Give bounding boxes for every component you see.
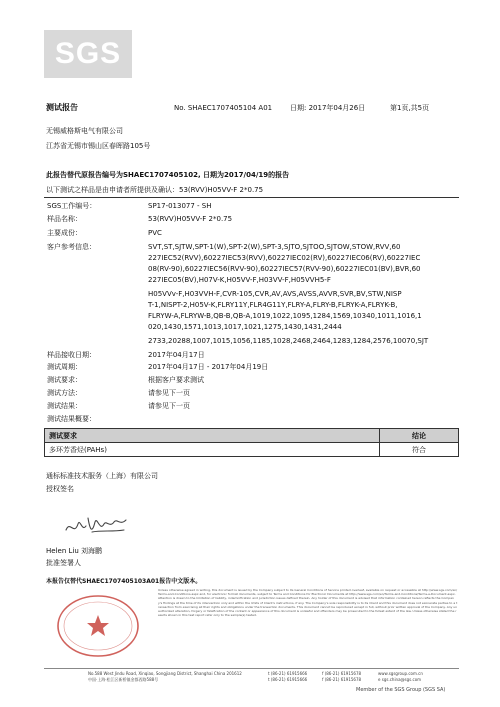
- authorized-signature-label: 授权签名: [46, 485, 74, 493]
- field-label-test-period: 测试周期：: [47, 363, 82, 371]
- footer-fax-en: f (86-21) 61915678: [322, 671, 362, 676]
- summary-table: [44, 428, 459, 457]
- footer-fax-cn: f (86-21) 61915678: [322, 677, 362, 682]
- summary-col-request: 测试要求: [45, 429, 380, 443]
- sgs-logo: [44, 30, 132, 78]
- field-value-test-period: 2017年04月17日 - 2017年04月19日: [148, 363, 269, 371]
- field-value-client-ref-line: 227IEC52(RVV),60227IEC53(RVV),60227IEC02(RV),60227IEC06(RV),60227IEC: [148, 254, 421, 262]
- divider-top: [44, 197, 459, 198]
- summary-col-conclusion: 结论: [380, 429, 459, 443]
- field-label-test-requested: 测试要求：: [47, 376, 82, 384]
- field-value-client-ref-line: H05VVv-F,H03VVH-F,CVR-105,CVR,AV,AVS,AVSS,AVVR,SVR,BV,STW,NISP: [148, 290, 402, 298]
- field-value-job-no: SP17-013077 - SH: [148, 202, 212, 210]
- field-value-client-ref-line: 08(RV-90),60227IEC56(RVV-90),60227IEC57(RVV-90),60227IEC01(BV),BVR,60: [148, 265, 421, 273]
- field-label-material: 主要成份：: [47, 229, 82, 237]
- signer-name: Helen Liu 刘海鹏: [46, 547, 102, 555]
- report-title: 测试报告: [46, 103, 78, 112]
- field-value-client-ref-line: 227IEC05(BV),H07V-K,H05VV-F,H03VV-F,H05VVH5-F: [148, 276, 331, 284]
- summary-table-header: [45, 429, 459, 443]
- field-label-test-results: 测试结果：: [47, 402, 82, 410]
- field-value-client-ref-line: SVT,ST,SJTW,SPT-1(W),SPT-2(W),SPT-3,SJTO,SJTOO,SJTOW,STOW,RVV,60: [148, 243, 401, 251]
- company-seal-icon: [50, 591, 146, 661]
- field-value-received-date: 2017年04月17日: [148, 351, 205, 359]
- footer-web-en: www.sgsgroup.com.cn: [378, 671, 423, 676]
- field-value-test-method: 请参见下一页: [148, 389, 190, 397]
- field-value-client-ref-line: FLRYW-A,FLRYW-B,QB-B,QB-A,1019,1022,1095,1284,1569,10340,1011,1016,1: [148, 312, 422, 320]
- footer-address-en: No.588 West Jindu Road, Xinqiao, Songjiang District, Shanghai China 201612: [88, 671, 242, 676]
- field-value-material: PVC: [148, 229, 162, 237]
- field-value-client-ref-line: 020,1430,1571,1013,1017,1021,1275,1430,1431,2444: [148, 323, 342, 331]
- table-row: [45, 443, 459, 457]
- bottom-note: 本报告仅替代SHAEC1707405103A01报告中文版本。: [46, 578, 202, 585]
- sample-intro: 以下测试之样品是由申请者所提供及确认：53(RVV)H05VV-F 2*0.75: [46, 186, 264, 194]
- report-number: No. SHAEC1707405104 A01: [174, 104, 273, 112]
- field-label-sample-name: 样品名称：: [47, 215, 82, 223]
- field-label-received-date: 样品接收日期：: [47, 351, 96, 359]
- client-address: 江苏省无锡市锡山区春晖路105号: [46, 142, 151, 150]
- client-name: 无锡威格斯电气有限公司: [46, 127, 123, 135]
- field-value-sample-name: 53(RVV)H05VV-F 2*0.75: [148, 215, 233, 223]
- company-name: 通标标准技术服务（上海）有限公司: [46, 472, 158, 480]
- divider-footer: [44, 668, 459, 669]
- report-date: 日期: 2017年04月26日: [290, 104, 366, 112]
- summary-cell-request: 多环芳香烃(PAHs): [45, 443, 380, 457]
- footer-tel-en: t (86-21) 61915666: [268, 671, 308, 676]
- field-label-client-ref: 客户参考信息：: [47, 243, 96, 251]
- summary-cell-conclusion: 符合: [380, 443, 459, 457]
- signer-title: 批准签署人: [46, 559, 81, 567]
- replacement-notice: 此报告替代原报告编号为SHAEC1707405102, 日期为2017/04/19的报告: [46, 171, 290, 179]
- handwritten-signature: [62, 510, 132, 540]
- field-label-test-method: 测试方法：: [47, 389, 82, 397]
- field-value-client-ref-line: T-1,NISPT-2,H05V-K,FLRY11Y,FLR4G11Y,FLRY-A,FLRY-B,FLRYK-A,FLRYK-B,: [148, 301, 398, 309]
- footer-web-cn: e sgs.china@sgs.com: [378, 677, 422, 682]
- terms-fine-print: Unless otherwise agreed in writing, this document is issued by the Company subject to its General Conditions of Service printed overleaf, available on request or accessible at http://www.sgs.com/en/Terms-and-Conditions.aspx and, for electronic format documents, subject to Terms and Conditions for Electronic Documents at http://www.sgs.com/en/Terms-and-Conditions/Terms-e-Document.aspx. Attention is drawn to the limitation of liability, indemnification and jurisdiction issues defined therein. Any holder of this document is advised that information contained hereon reflects the Company's findings at the time of its intervention only and within the limits of Client's instructions, if any. The Company's sole responsibility is to its Client and this document does not exonerate parties to a transaction from exercising all their rights and obligations under the transaction documents. This document cannot be reproduced except in full, without prior written approval of the Company. Any unauthorized alteration, forgery or falsification of the content or appearance of this document is unlawful and offenders may be prosecuted to the fullest extent of the law. Unless otherwise stated the results shown in this test report refer only to the sample(s) tested.: [158, 588, 458, 618]
- sgs-logo-text: SGS: [54, 37, 122, 70]
- field-label-job-no: SGS工作编号：: [47, 202, 97, 210]
- footer-address-cn: 中国·上海·松江区新桥镇金都西路588号: [88, 677, 159, 682]
- footer-member: Member of the SGS Group (SGS SA): [356, 687, 446, 693]
- footer-tel-cn: t (86-21) 61915666: [268, 677, 308, 682]
- field-value-test-results: 请参见下一页: [148, 402, 190, 410]
- field-value-test-requested: 根据客户要求测试: [148, 376, 204, 384]
- summary-title: 测试结果概要：: [47, 415, 96, 423]
- page-number: 第1页,共5页: [390, 104, 430, 112]
- field-value-client-ref-line: 2733,20288,1007,1015,1056,1185,1028,2468,2464,1283,1284,2576,10070,SJT: [148, 337, 429, 345]
